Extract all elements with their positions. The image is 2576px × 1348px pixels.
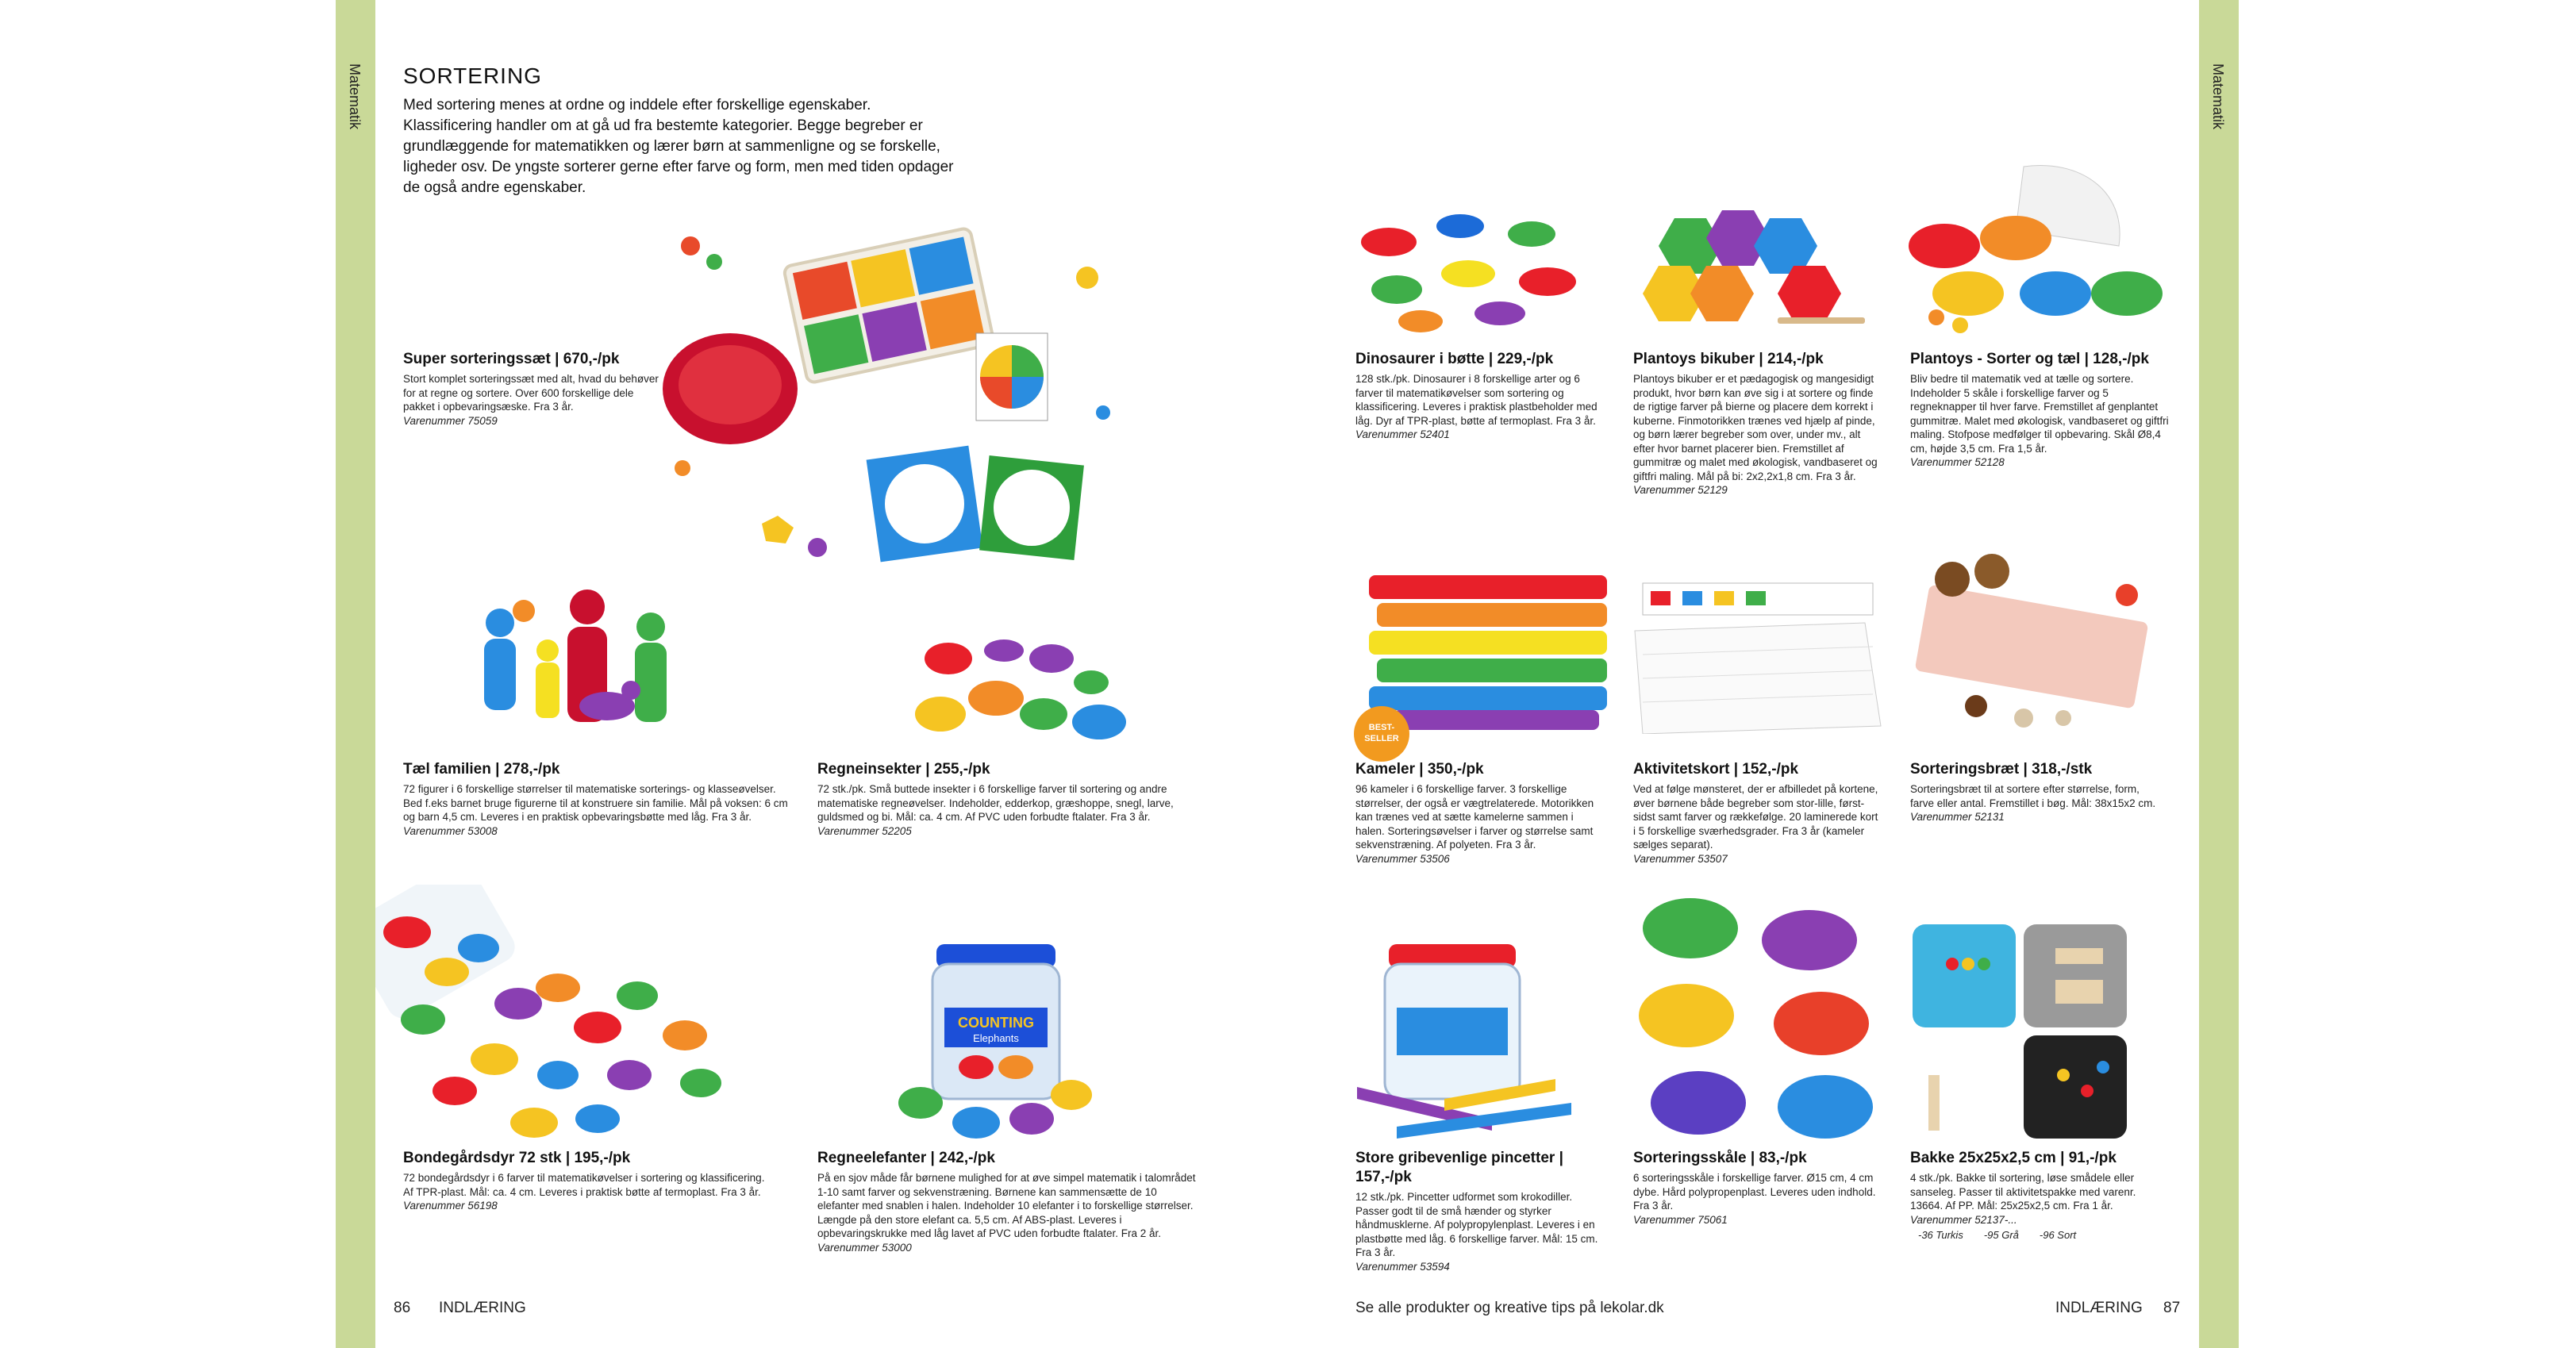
product-description: Plantoys bikuber er et pædagogisk og mangesidigt produkt, hvor børn kan øve sig i at sortere og finde de rigtige farver på bierne og placere dem korrekt i kuberne. Finmotorikken trænes ved hjælp af pinde, og børn lærer begreber som over, under mv., alt efter hvor barnet placerer bien. Fremstillet af gummitræ og malet med økologisk, vandbaseret og giftfri maling. Mål på bi: 2x2,2x1,8 cm. Fra 3 år. xyxy=(1633,373,1878,482)
product-sku: Varenummer 52137-... xyxy=(1910,1213,2017,1226)
product-image-sort-and-count xyxy=(1905,159,2167,337)
product-description: Bliv bedre til matematik ved at tælle og sortere. Indeholder 5 skåle i forskellige farver og 5 regneknapper til hver farve. Fremstillet af genplantet gummitræ. Malet med økologisk, vandbaseret og giftfri maling. Stofpose medfølger til opbevaring. Skål Ø8,4 cm, højde 3,5 cm. Fra 1,5 år. xyxy=(1910,373,2169,455)
product-image-sorting-board xyxy=(1905,547,2167,742)
product-description: Ved at følge mønsteret, der er afbilledet på kortene, øver børnene både begreber som stor-lille, først-sidst samt farver og rækkefølge. 20 laminerede kort i 5 forskellige sværhedsgrader. Fra 3 år (kameler sælges separat). xyxy=(1633,783,1878,851)
product-variants xyxy=(1910,1229,2164,1241)
product-title: Sorteringsbræt | 318,-/stk xyxy=(1910,761,2093,778)
footer-section-left: INDLÆRING xyxy=(439,1300,526,1316)
bestseller-badge-line1: BEST- xyxy=(1368,723,1395,732)
product-title: Bondegårdsdyr 72 stk | 195,-/pk xyxy=(403,1150,631,1166)
product-image-beehives xyxy=(1627,202,1881,337)
variant-black: -96 Sort xyxy=(2039,1228,2077,1241)
product-sku: Varenummer 75059 xyxy=(403,414,498,427)
product-count-family xyxy=(403,760,792,839)
product-title: Regneelefanter | 242,-/pk xyxy=(817,1150,995,1166)
product-title: Super sorteringssæt | 670,-/pk xyxy=(403,351,620,367)
section-title: SORTERING xyxy=(403,63,542,88)
product-farm-animals xyxy=(403,1149,776,1213)
product-image-sorting-bowls xyxy=(1627,893,1889,1146)
counting-jar-sublabel: Elephants xyxy=(973,1032,1019,1044)
product-description: På en sjov måde får børnene mulighed for at øve simpel matematik i talområdet 1-10 samt farver og sekvenstræning. Børnene kan sammensætte de 10 elefanter med snablen i halen. Indeholder 10 elefanter i to forskellige størrelser. Længde på den store elefant ca. 5,5 cm. Af ABS-plast. Leveres i opbevaringskrukke med låg lavet af PVC uden forbudte ftalater. Fra 2 år. xyxy=(817,1172,1196,1239)
product-sku: Varenummer 53000 xyxy=(817,1241,912,1254)
product-sku: Varenummer 52131 xyxy=(1910,811,2005,823)
bestseller-badge-line2: SELLER xyxy=(1364,734,1399,743)
product-description: 4 stk./pk. Bakke til sortering, løse smådele eller sanseleg. Passer til aktivitetspakke med varenr. 13664. Af PP. Mål: 25x25x2,5 cm. Fra 1 år. xyxy=(1910,1172,2136,1212)
product-description: Sorteringsbræt til at sortere efter størrelse, form, farve eller antal. Fremstillet i bøg. Mål: 38x15x2 cm. xyxy=(1910,783,2156,809)
product-counting-insects xyxy=(817,760,1206,839)
product-image-tweezers xyxy=(1349,936,1587,1150)
product-beehives xyxy=(1633,350,1879,497)
product-image-farm-animals xyxy=(375,885,740,1154)
product-title: Store gribevenlige pincetter | 157,-/pk xyxy=(1355,1150,1563,1185)
bestseller-badge xyxy=(1354,706,1409,762)
product-image-counting-elephants xyxy=(889,928,1103,1150)
product-title: Aktivitetskort | 152,-/pk xyxy=(1633,761,1799,778)
product-image-counting-insects xyxy=(901,627,1139,746)
product-image-camels xyxy=(1361,559,1615,734)
variant-turquoise: -36 Turkis xyxy=(1918,1228,1963,1241)
product-dinosaurs xyxy=(1355,350,1601,442)
product-description: 72 figurer i 6 forskellige størrelser til matematiske sorterings- og klasseøvelser. Bed f.eks barnet bruge figurerne til at konstruere sin familie. Mål på voksen: 6 cm og barn 4,5 cm. Leveres i en praktisk opbevaringsbøtte med låg. Fra 3 år. xyxy=(403,783,788,823)
product-sku: Varenummer 53507 xyxy=(1633,852,1728,865)
product-title: Sorteringsskåle | 83,-/pk xyxy=(1633,1150,1807,1166)
product-description: 72 bondegårdsdyr i 6 farver til matematikøvelser i sortering og klassificering. Af TPR-plast. Mål: ca. 4 cm. Leveres i praktisk bøtte af termoplast. Fra 3 år. xyxy=(403,1172,765,1198)
product-counting-elephants xyxy=(817,1149,1198,1255)
product-super-sorting-set xyxy=(403,350,665,428)
side-tab-right xyxy=(2199,0,2239,1348)
footer-website-text: Se alle produkter og kreative tips på lekolar.dk xyxy=(1355,1300,1664,1316)
section-intro: Med sortering menes at ordne og inddele efter forskellige egenskaber. Klassificering handler om at gå ud fra bestemte kategorier. Begge begreber er grundlæggende for matematikken og lærer børn at sammenligne og se forskelle, ligheder osv. De yngste sorterer gerne efter farve og form, men med tiden opdager de også andre egenskaber. xyxy=(403,97,954,196)
product-sku: Varenummer 52401 xyxy=(1355,428,1450,440)
side-tab-label: Matematik xyxy=(347,63,363,130)
product-image-super-sorting-set xyxy=(659,214,1135,587)
footer-section-right: INDLÆRING xyxy=(2055,1300,2143,1316)
product-sku: Varenummer 53506 xyxy=(1355,852,1450,865)
product-camels xyxy=(1355,760,1601,866)
product-image-dinosaurs xyxy=(1349,202,1603,337)
product-sku: Varenummer 53008 xyxy=(403,824,498,837)
product-title: Bakke 25x25x2,5 cm | 91,-/pk xyxy=(1910,1150,2117,1166)
product-title: Plantoys - Sorter og tæl | 128,-/pk xyxy=(1910,351,2149,367)
product-description: Stort komplet sorteringssæt med alt, hvad du behøver for at regne og sortere. Over 600 forskellige dele pakket i opbevaringsæske. Fra 3 år. xyxy=(403,373,659,413)
product-activity-cards xyxy=(1633,760,1879,866)
side-tab-label: Matematik xyxy=(2210,63,2226,130)
product-sku: Varenummer 56198 xyxy=(403,1200,498,1212)
product-sku: Varenummer 52205 xyxy=(817,824,912,837)
variant-grey: -95 Grå xyxy=(1983,1228,2019,1241)
side-tab-left xyxy=(336,0,375,1348)
product-sorting-board xyxy=(1910,760,2164,824)
product-description: 128 stk./pk. Dinosaurer i 8 forskellige arter og 6 farver til matematikøvelser som sortering og klassificering. Leveres i praktisk plastbeholder med låg. Dyr af TPR-plast, bøtte af termoplast. Fra 3 år. xyxy=(1355,373,1598,427)
product-sku: Varenummer 52128 xyxy=(1910,456,2005,468)
product-sku: Varenummer 75061 xyxy=(1633,1213,1728,1226)
counting-jar-label: COUNTING xyxy=(958,1015,1034,1031)
product-trays xyxy=(1910,1149,2164,1241)
product-description: 96 kameler i 6 forskellige farver. 3 forskellige størrelser, der også er vægtrelaterede. Motorikken kan trænes ved at sætte kamelerne sammen i halen. Sorteringsøvelser i farver og størrelse samt sekvenstræning. Af polyeten. Fra 3 år. xyxy=(1355,783,1594,851)
product-image-trays xyxy=(1905,916,2159,1146)
product-title: Regneinsekter | 255,-/pk xyxy=(817,761,990,778)
product-tweezers xyxy=(1355,1149,1601,1274)
product-description: 72 stk./pk. Små buttede insekter i 6 forskellige farver til sortering og andre matematiske regneøvelser. Indeholder, edderkop, græshoppe, snegl, larve, guldsmed og bi. Mål: ca. 4 cm. Af PVC uden forbudte ftalater. Fra 3 år. xyxy=(817,783,1174,823)
product-sku: Varenummer 53594 xyxy=(1355,1260,1450,1273)
product-image-count-family xyxy=(468,587,722,738)
page-number-left: 86 xyxy=(394,1300,411,1316)
product-title: Plantoys bikuber | 214,-/pk xyxy=(1633,351,1824,367)
product-description: 6 sorteringsskåle i forskellige farver. Ø15 cm, 4 cm dybe. Hård polypropenplast. Leveres uden indhold. Fra 3 år. xyxy=(1633,1172,1876,1212)
product-title: Kameler | 350,-/pk xyxy=(1355,761,1484,778)
product-image-activity-cards xyxy=(1627,567,1889,734)
product-sort-and-count xyxy=(1910,350,2172,470)
product-sku: Varenummer 52129 xyxy=(1633,484,1728,496)
product-title: Tæl familien | 278,-/pk xyxy=(403,761,560,778)
page-number-right: 87 xyxy=(2163,1300,2181,1316)
product-title: Dinosaurer i bøtte | 229,-/pk xyxy=(1355,351,1554,367)
product-description: 12 stk./pk. Pincetter udformet som krokodiller. Passer godt til de små hænder og styrker håndmusklerne. Af polypropylenplast. Leveres i en plastbøtte med låg. 6 forskellige farver. Mål: 15 cm. Fra 3 år. xyxy=(1355,1191,1598,1258)
product-sorting-bowls xyxy=(1633,1149,1879,1227)
